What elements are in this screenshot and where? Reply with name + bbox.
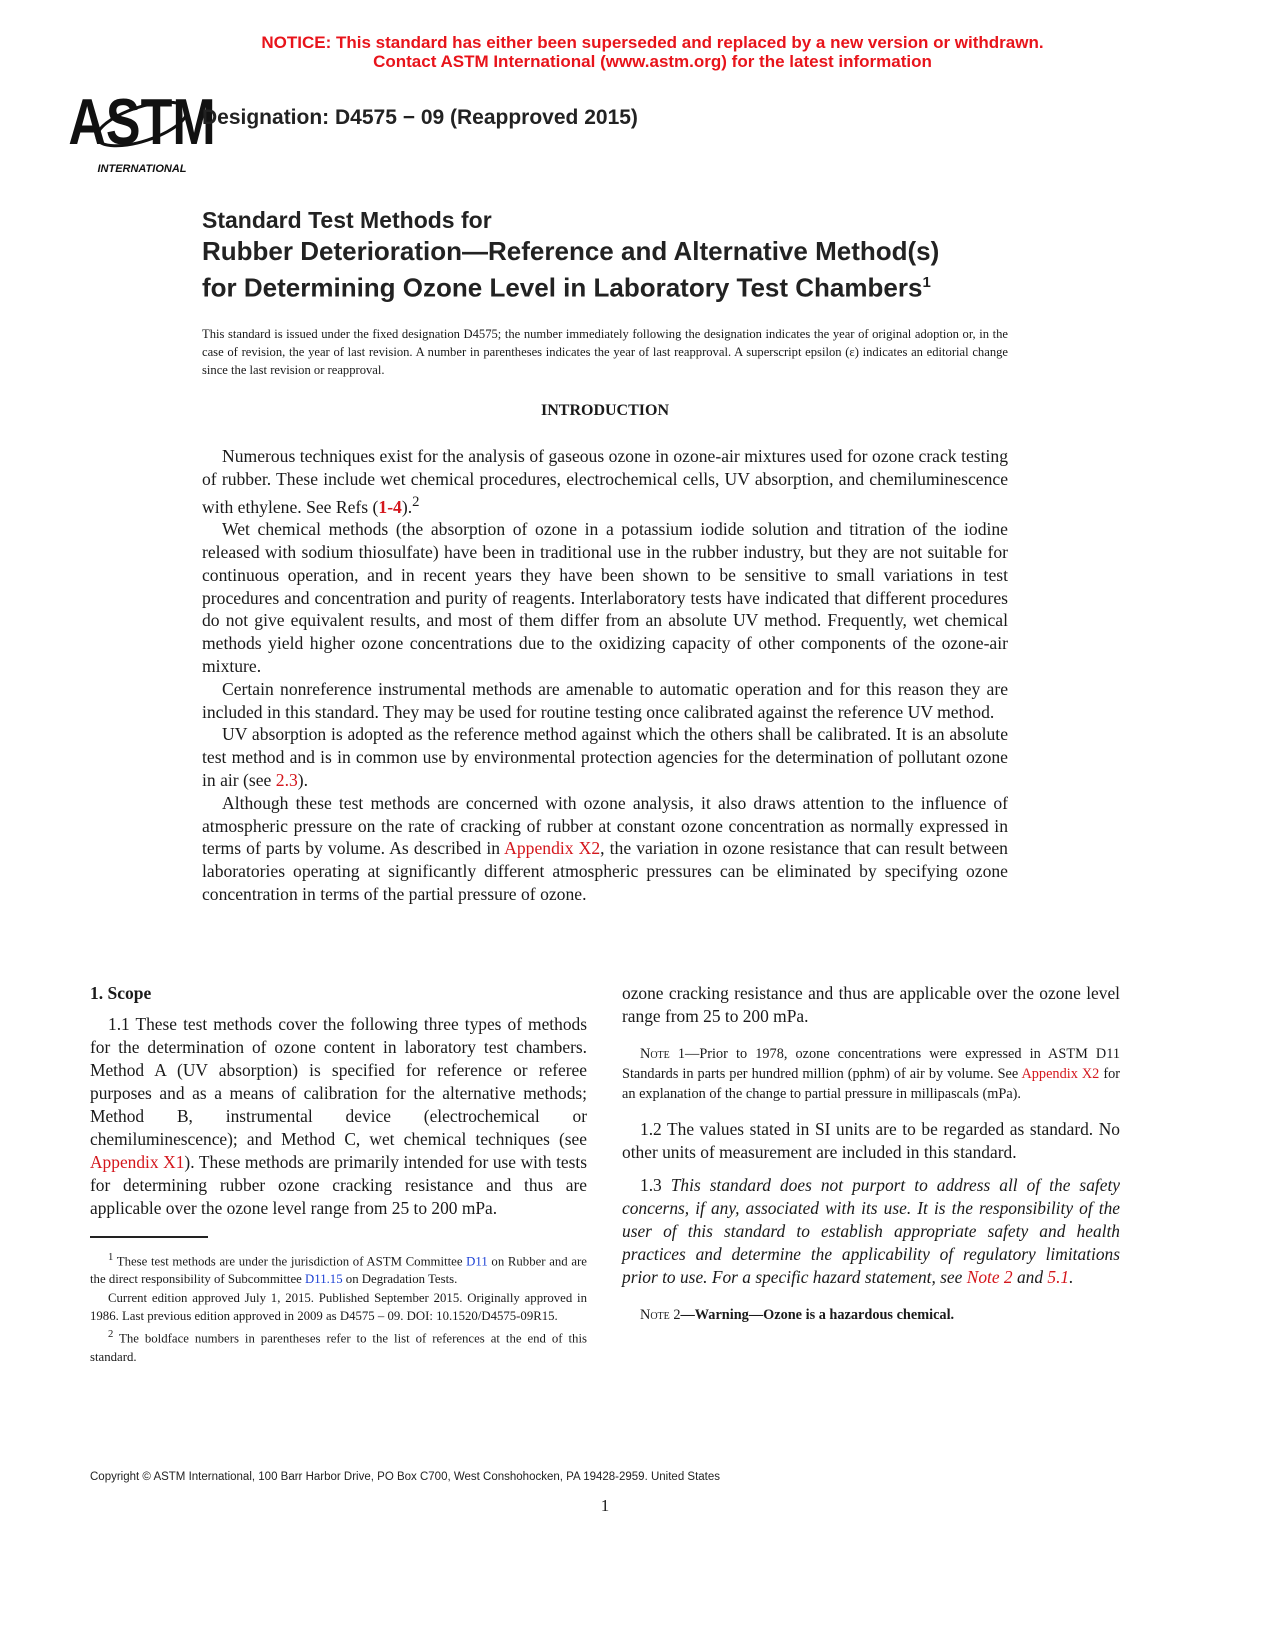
title-line-1: Standard Test Methods for xyxy=(202,207,492,233)
note-1 xyxy=(622,1044,1120,1104)
note-link[interactable]: Note 2 xyxy=(966,1267,1013,1287)
text: ). xyxy=(297,770,309,791)
page-number: 1 xyxy=(600,1496,610,1515)
note-2 xyxy=(622,1305,1120,1325)
committee-link[interactable]: D11 xyxy=(466,1254,488,1269)
text: 1.3 xyxy=(640,1175,671,1195)
text: —Prior to 1978, ozone concentrations were expressed in ASTM D11 Standards in parts per hundred million (pphm) of air by volume. See xyxy=(622,1046,1120,1082)
left-column xyxy=(90,982,587,1223)
text: on Degradation Tests. xyxy=(342,1272,458,1287)
footnote-divider xyxy=(90,1236,208,1238)
footnote-1 xyxy=(90,1249,587,1288)
text: and xyxy=(1012,1267,1048,1287)
reference-link[interactable]: 1-4 xyxy=(378,496,402,517)
text: on Rubber and are the direct responsibility of Subcommittee xyxy=(90,1254,587,1287)
footnote-mark: 2 xyxy=(108,1329,114,1341)
note-label: Note 2 xyxy=(640,1307,681,1323)
title-line-3-text: for Determining Ozone Level in Laboratory Test Chambers xyxy=(202,272,923,303)
appendix-link[interactable]: Appendix X1 xyxy=(90,1152,185,1172)
copyright: Copyright © ASTM International, 100 Barr Harbor Drive, PO Box C700, West Conshohocken, PA 19428-2959. United States xyxy=(90,1471,721,1483)
title-line-2: Rubber Deterioration—Reference and Alternative Method(s) xyxy=(202,236,940,266)
intro-paragraph xyxy=(202,723,1008,791)
astm-logo xyxy=(68,84,216,176)
paragraph-1-3 xyxy=(622,1174,1120,1289)
text: Although these test methods are concerned with ozone analysis, it also draws attention to the influence of atmospheric pressure on the rate of cracking of rubber at constant ozone concentration as normally expressed in terms of parts by volume. As described in xyxy=(202,792,1008,859)
subcommittee-link[interactable]: D11.15 xyxy=(305,1272,343,1287)
text: The boldface numbers in parentheses refer to the list of references at the end of this standard. xyxy=(90,1331,587,1364)
warning-text: —Warning—Ozone is a hazardous chemical. xyxy=(680,1307,955,1323)
text: for an explanation of the change to partial pressure in millipascals (mPa). xyxy=(622,1066,1121,1102)
footnote-mark: 1 xyxy=(108,1252,114,1263)
section-link[interactable]: 2.3 xyxy=(275,770,298,791)
title-line-3 xyxy=(202,267,939,304)
introduction xyxy=(202,445,1008,906)
text: ). These methods are primarily intended for use with tests for determining rubber ozone cracking resistance and thus are applicable over the ozone level range from 25 to 200 mPa. xyxy=(90,1152,587,1218)
title-footnote-mark: 1 xyxy=(922,274,931,291)
paragraph-1-1-continued: ozone cracking resistance and thus are applicable over the ozone level range from 25 to 200 mPa. xyxy=(622,983,1120,1026)
text: UV absorption is adopted as the reference method against which the others shall be calibrated. It is an absolute test method and is in common use by environmental protection agencies for the determination of pollutant ozone in air (see xyxy=(202,724,1008,791)
appendix-link[interactable]: Appendix X2 xyxy=(504,838,601,859)
paragraph-1-1 xyxy=(90,1013,587,1223)
intro-paragraph xyxy=(202,445,1008,518)
intro-paragraph xyxy=(202,792,1008,906)
text: Numerous techniques exist for the analysis of gaseous ozone in ozone-air mixtures used for ozone crack testing of rubber. These include wet chemical procedures, electrochemical cells, UV absorption, and chemiluminescence with ethylene. See Refs ( xyxy=(202,446,1008,517)
text: ). xyxy=(401,496,413,517)
text: 1.1 These test methods cover the following three types of methods for the determination of ozone content in laboratory test chambers. Method A (UV absorption) is specified for reference or referee purposes and as a means of calibration for the alternative methods; Method B, instrumental device (electrochemical or chemiluminescence); and Method C, wet chemical techniques (see xyxy=(90,1014,587,1149)
appendix-link[interactable]: Appendix X2 xyxy=(1021,1066,1100,1082)
section-link[interactable]: 5.1 xyxy=(1047,1267,1070,1287)
text: . xyxy=(1069,1267,1074,1287)
notice-line-1: NOTICE: This standard has either been superseded and replaced by a new version or withdrawn. xyxy=(261,33,1044,52)
footnote-mark: 2 xyxy=(412,493,420,510)
intro-paragraph: Certain nonreference instrumental methods are amenable to automatic operation and for this reason they are included in this standard. They may be used for routine testing once calibrated against the reference UV method. xyxy=(202,678,1008,722)
designation: Designation: D4575 − 09 (Reapproved 2015) xyxy=(202,106,638,129)
introduction-heading: INTRODUCTION xyxy=(540,402,669,419)
intro-paragraph: Wet chemical methods (the absorption of ozone in a potassium iodide solution and titration of the iodine released with sodium thiosulfate) have been in traditional use in the rubber industry, but they are not suitable for continuous operation, and in recent years they have been shown to be sensitive to small variations in test procedures and concentration and purity of reagents. Interlaboratory tests have indicated that different procedures do not give equivalent results, and most of them differ from an absolute UV method. Frequently, wet chemical methods yield higher ozone concentrations due to the oxidizing capacity of other components of the ozone-air mixture. xyxy=(202,519,1008,677)
note-label: Note 1 xyxy=(640,1046,686,1062)
svg-text:INTERNATIONAL: INTERNATIONAL xyxy=(97,163,187,175)
footnote-1-edition: Current edition approved July 1, 2015. Published September 2015. Originally approved in 1986. Last previous edition approved in 2009 as D4575 – 09. DOI: 10.1520/D4575-09R15. xyxy=(90,1291,587,1324)
text: These test methods are under the jurisdiction of ASTM Committee xyxy=(113,1254,467,1269)
footnote-2 xyxy=(90,1326,587,1365)
svg-text:ASTM: ASTM xyxy=(68,86,216,159)
paragraph-1-2: 1.2 The values stated in SI units are to be regarded as standard. No other units of measurement are included in this standard. xyxy=(622,1119,1120,1162)
issuance-statement: This standard is issued under the fixed designation D4575; the number immediately following the designation indicates the year of original adoption or, in the case of revision, the year of last revision. A number in parentheses indicates the year of last reapproval. A superscript epsilon (ε) indicates an editorial change since the last revision or reapproval. xyxy=(202,327,1008,377)
text: This standard does not purport to address all of the safety concerns, if any, associated with its use. It is the responsibility of the user of this standard to establish appropriate safety and health practices and determine the applicability of regulatory limitations prior to use. For a specific hazard statement, see xyxy=(622,1175,1121,1287)
text: , the variation in ozone resistance that can result between laboratories operating at significantly different atmospheric pressures can be eliminated by specifying ozone concentration in terms of the partial pressure of ozone. xyxy=(202,838,1008,904)
right-column xyxy=(622,982,1120,1339)
footnotes xyxy=(90,1249,587,1367)
withdrawal-notice xyxy=(0,33,1275,71)
document-title xyxy=(202,205,939,304)
notice-line-2[interactable]: Contact ASTM International (www.astm.org) for the latest information xyxy=(373,52,932,71)
section-heading: 1. Scope xyxy=(90,983,152,1003)
